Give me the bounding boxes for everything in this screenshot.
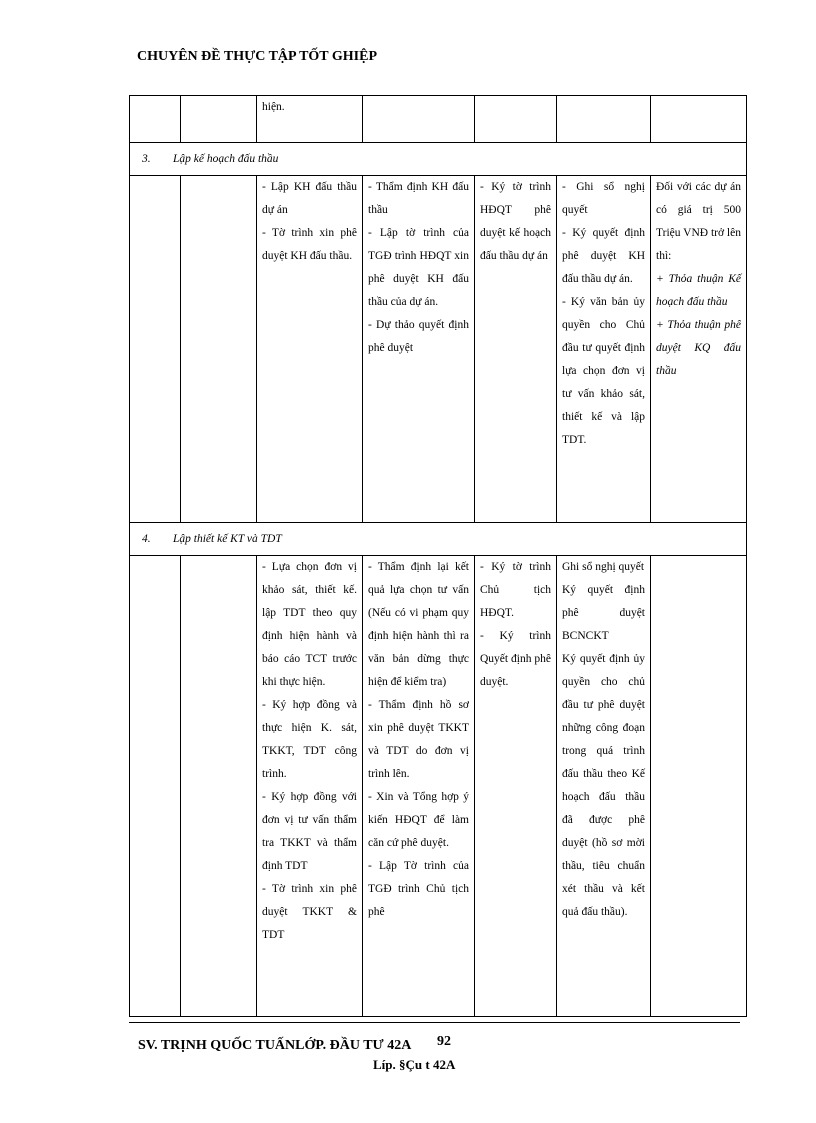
footer-divider (129, 1022, 740, 1023)
cell-text: - Lựa chọn đơn vị khảo sát, thiết kế. lập TDT theo quy định hiện hành và báo cáo TCT trước khi thực hiện. (262, 561, 357, 688)
section-row (130, 143, 747, 176)
table-cell (651, 176, 747, 523)
section-number: 4. (142, 532, 151, 545)
table-cell (557, 176, 651, 523)
cell-text: Ký quyết định phê duyệt BCNCKT (562, 584, 645, 642)
cell-text: - Ký hợp đồng và thực hiện K. sát, TKKT, TDT công trình. (262, 699, 357, 780)
table-cell (181, 556, 257, 1017)
cell-text: - Dự thảo quyết định phê duyệt (368, 319, 469, 354)
table-row (130, 176, 747, 523)
table-cell (557, 556, 651, 1017)
table-cell (130, 176, 181, 523)
page-header-title: CHUYÊN ĐỀ THỰC TẬP TỐT GHIỆP (137, 49, 377, 64)
table-cell (257, 556, 363, 1017)
table-cell (475, 176, 557, 523)
page-number: 92 (437, 1034, 451, 1049)
cell-text: + Thỏa thuận phê duyệt KQ đấu thầu (656, 319, 741, 377)
section-row (130, 523, 747, 556)
cell-text: - Thẩm định lại kết quả lựa chọn tư vấn (Nếu có vi phạm quy định hiện hành thì ra văn bản dừng thực hiện để kiểm tra) (368, 561, 469, 688)
cell-text: - Lập Tờ trình của TGĐ trình Chủ tịch phê (368, 860, 469, 918)
section-number: 3. (142, 152, 151, 165)
cell-text: hiện. (262, 101, 285, 113)
table-cell (130, 556, 181, 1017)
cell-text: - Ký tờ trình Chủ tịch HĐQT. (480, 561, 551, 619)
table-cell (130, 96, 181, 143)
table-cell (651, 96, 747, 143)
cell-text: Đối với các dự án có giá trị 500 Triệu VNĐ trở lên thì: (656, 181, 741, 262)
cell-text: - Tờ trình xin phê duyệt KH đấu thầu. (262, 227, 357, 262)
cell-text: - Ký hợp đồng với đơn vị tư vấn thẩm tra TKKT và thẩm định TDT (262, 791, 357, 872)
cell-text: - Thẩm định hồ sơ xin phê duyệt TKKT và TDT do đơn vị trình lên. (368, 699, 469, 780)
table-cell (181, 176, 257, 523)
table-cell (257, 176, 363, 523)
cell-text: - Lập tờ trình của TGĐ trình HĐQT xin phê duyệt KH đấu thầu của dự án. (368, 227, 469, 308)
cell-text: - Lập KH đấu thầu dự án (262, 181, 357, 216)
plan-table (129, 95, 747, 1017)
table-cell (257, 96, 363, 143)
cell-text: - Tờ trình xin phê duyệt TKKT & TDT (262, 883, 357, 941)
section-title: Lập kế hoạch đấu thầu (173, 152, 279, 165)
cell-text: - Ký trình Quyết định phê duyệt. (480, 630, 551, 688)
table-cell (475, 556, 557, 1017)
table-row (130, 96, 747, 143)
table-cell (475, 96, 557, 143)
cell-text: Ký quyết định ủy quyền cho chủ đầu tư phê duyệt những công đoạn trong quá trình đấu thầu theo Kế hoạch đấu thầu đã được phê duyệt (hồ sơ mời thầu, tiêu chuẩn xét thầu và kết quả đấu thầu). (562, 653, 645, 918)
section-header-4 (130, 523, 747, 556)
footer-class: Líp. §Çu t 42A (373, 1057, 456, 1072)
table-cell (363, 556, 475, 1017)
cell-text: - Ký quyết định phê duyệt KH đấu thầu dự án. (562, 227, 645, 285)
cell-text: - Ghi sổ nghị quyết (562, 181, 645, 216)
cell-text: Ghi sổ nghị quyết (562, 561, 645, 573)
table-cell (651, 556, 747, 1017)
section-header-3 (130, 143, 747, 176)
table-cell (181, 96, 257, 143)
cell-text: - Xin và Tổng hợp ý kiến HĐQT để làm căn cứ phê duyệt. (368, 791, 469, 849)
section-title: Lập thiết kế KT và TDT (173, 532, 282, 545)
footer-student: SV. TRỊNH QUỐC TUẤNLỚP. ĐẦU TƯ 42A (138, 1038, 412, 1053)
table-cell (557, 96, 651, 143)
table-cell (363, 176, 475, 523)
table-row (130, 556, 747, 1017)
cell-text: - Ký văn bản ủy quyền cho Chủ đầu tư quyết định lựa chọn đơn vị tư vấn khảo sát, thiết kế và lập TDT. (562, 296, 645, 446)
cell-text: + Thỏa thuận Kế hoạch đấu thầu (656, 273, 741, 308)
cell-text: - Ký tờ trình HĐQT phê duyệt kế hoạch đấu thầu dự án (480, 181, 551, 262)
table-cell (363, 96, 475, 143)
cell-text: - Thẩm định KH đấu thầu (368, 181, 469, 216)
